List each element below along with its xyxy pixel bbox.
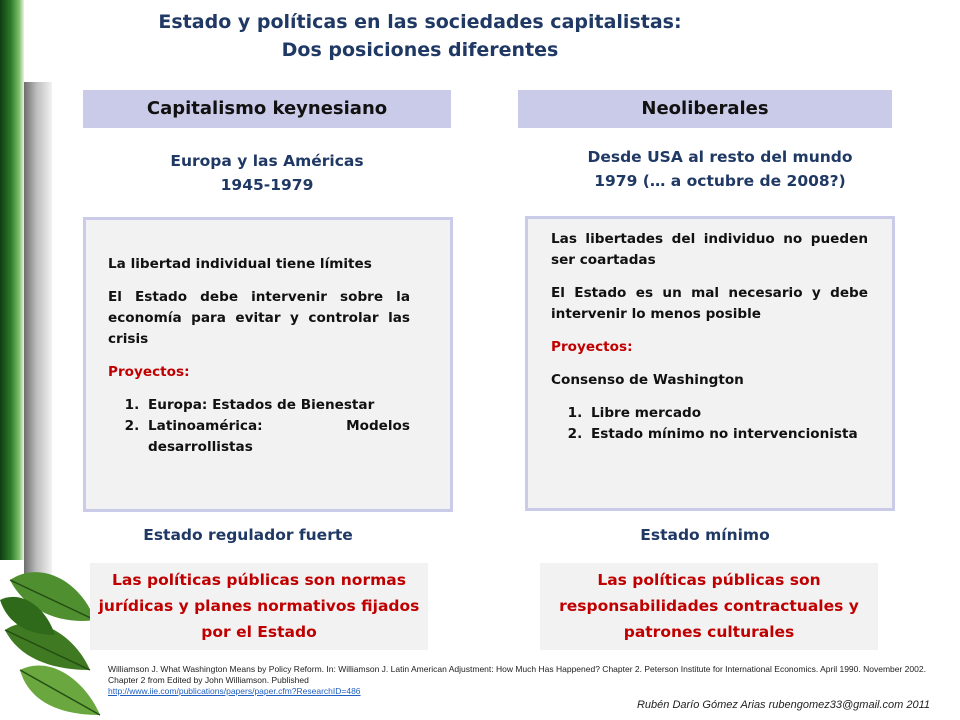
header-keynesian: Capitalismo keynesiano	[83, 90, 451, 128]
keynesian-point-2: El Estado debe intervenir sobre la economía para evitar y controlar las crisis	[108, 289, 410, 347]
author-credit: Rubén Darío Gómez Arias rubengomez33@gmail.com 2011	[636, 699, 930, 711]
decorative-gray-bar	[24, 82, 52, 602]
page-title	[80, 8, 760, 64]
neoliberal-state-label: Estado mínimo	[640, 526, 770, 544]
neoliberal-projects-list	[551, 403, 868, 445]
list-item: 2. Latinoamérica: Modelos desarrollistas	[144, 416, 410, 458]
decorative-green-bar	[0, 0, 24, 560]
keynesian-content-box	[83, 217, 453, 512]
neoliberal-projects-label: Proyectos:	[551, 339, 633, 355]
keynesian-projects-label: Proyectos:	[108, 364, 190, 380]
neoliberal-point-1: Las libertades del individuo no pueden ser coartadas	[551, 231, 868, 268]
neoliberal-region-period	[518, 145, 922, 193]
list-item: 1. Europa: Estados de Bienestar	[144, 395, 410, 416]
header-neoliberal: Neoliberales	[518, 90, 892, 128]
neoliberal-project-name: Consenso de Washington	[551, 372, 744, 388]
neoliberal-region: Desde USA al resto del mundo	[587, 148, 853, 166]
list-item: 1. Libre mercado	[587, 403, 868, 424]
list-item: 2. Estado mínimo no intervencionista	[587, 424, 868, 445]
title-line-2: Dos posiciones diferentes	[281, 39, 559, 61]
keynesian-state-label: Estado regulador fuerte	[143, 526, 353, 544]
title-line-1: Estado y políticas en las sociedades capitalistas:	[158, 11, 682, 33]
keynesian-point-1: La libertad individual tiene límites	[108, 256, 372, 272]
keynesian-period: 1945-1979	[220, 176, 314, 194]
keynesian-region: Europa y las Américas	[170, 152, 364, 170]
footnote-text: Williamson J. What Washington Means by Policy Reform. In: Williamson J. Latin American Adjustment: How Much Has Happened? Chapter 2. Peterson Institute for International Economics. April 1990. November 2002. Chapter 2 from Edited by John Williamson. Published	[108, 664, 926, 685]
keynesian-policy: Las políticas públicas son normas jurídicas y planes normativos fijados por el Estado	[90, 563, 428, 650]
neoliberal-point-2: El Estado es un mal necesario y debe intervenir lo menos posible	[551, 285, 868, 322]
keynesian-region-period	[83, 149, 451, 197]
neoliberal-policy: Las políticas públicas son responsabilidades contractuales y patrones culturales	[540, 563, 878, 650]
keynesian-projects-list	[108, 395, 410, 458]
neoliberal-content-box	[525, 216, 895, 511]
neoliberal-period: 1979 (… a octubre de 2008?)	[594, 172, 846, 190]
footnote	[108, 664, 928, 697]
footnote-link[interactable]: http://www.iie.com/publications/papers/paper.cfm?ResearchID=486	[108, 686, 361, 696]
